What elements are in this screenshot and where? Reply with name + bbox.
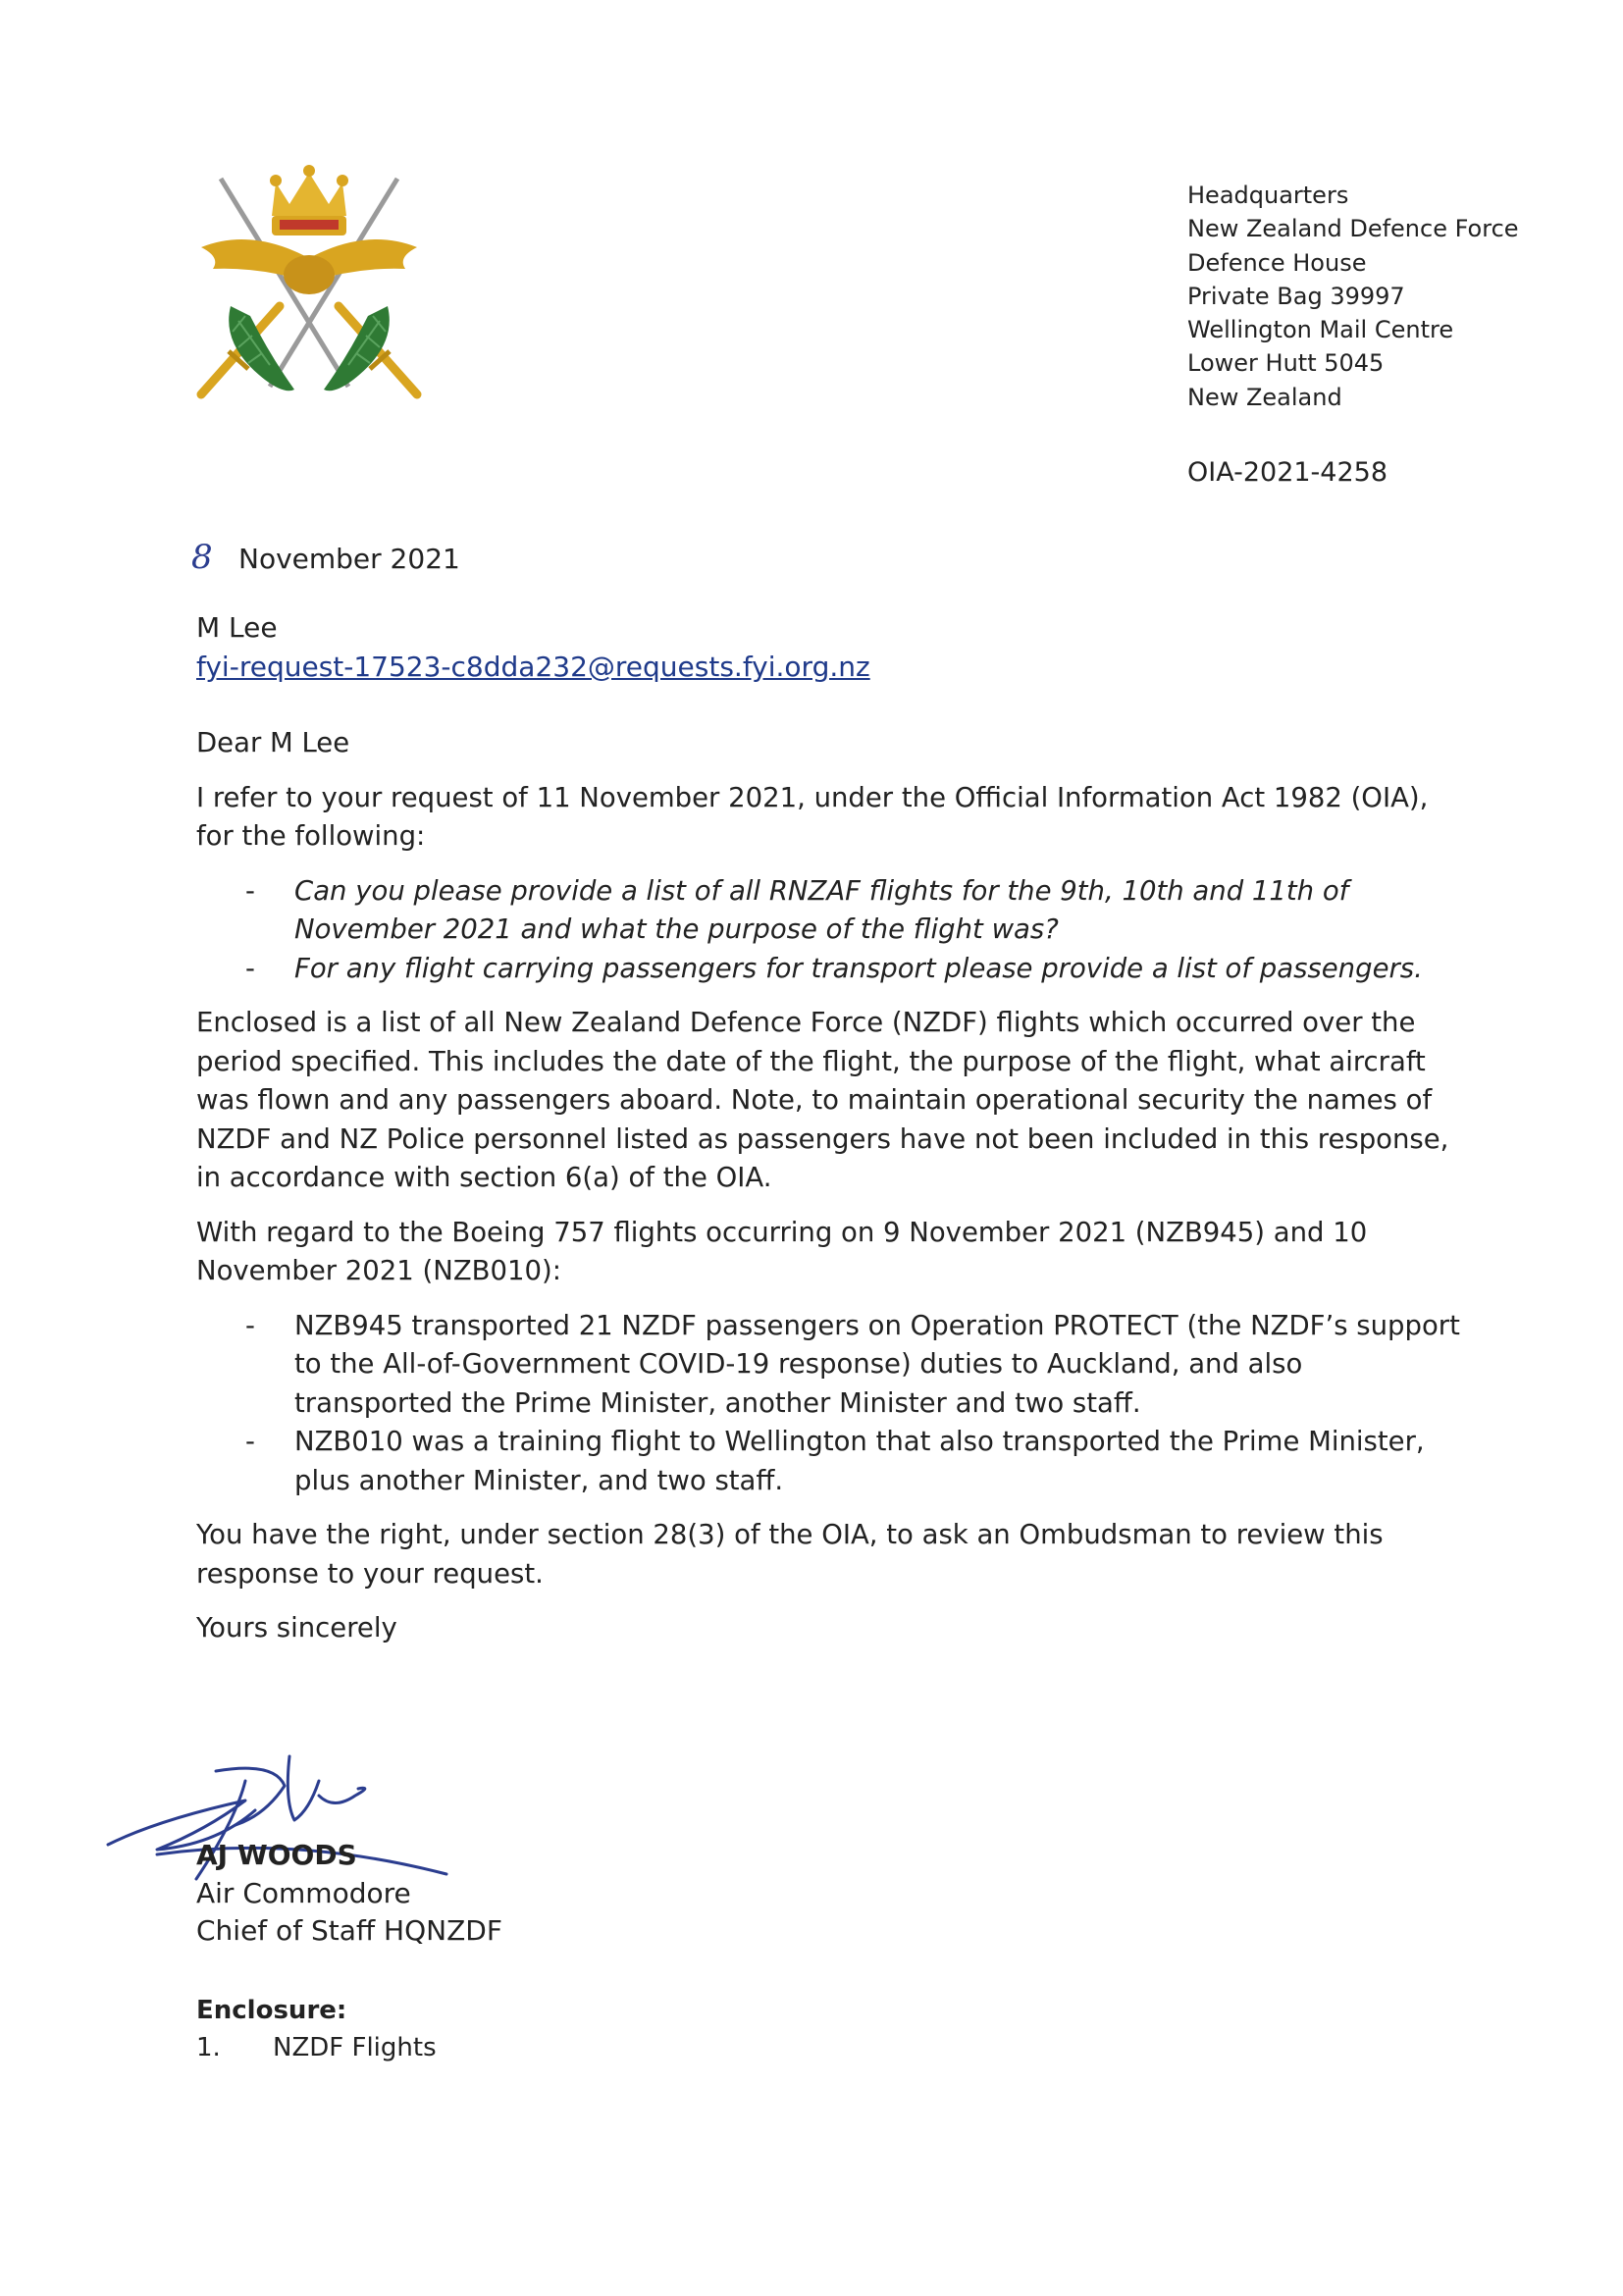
address-block (1187, 179, 1519, 414)
address-line: Wellington Mail Centre (1187, 316, 1454, 344)
handwritten-day: 8 (191, 538, 213, 577)
list-item: - Can you please provide a list of all RNZAF flights for the 9th, 10th and 11th of November 2021 and what the purpose of the flight was? (196, 872, 1462, 950)
enclosure-heading: Enclosure: (196, 1996, 347, 2025)
address-line: Headquarters (1187, 182, 1349, 209)
recipient-name: M Lee (196, 611, 278, 644)
address-line: Private Bag 39997 (1187, 282, 1405, 310)
signer-name: AJ WOODS (196, 1839, 357, 1871)
intro-paragraph: I refer to your request of 11 November 2021, under the Official Information Act 1982 (OIA), for the following: (196, 781, 1429, 852)
signer-block (196, 1837, 502, 1951)
flight-list (196, 1307, 1462, 1501)
list-item: - NZB010 was a training flight to Wellington that also transported the Prime Minister, plus another Minister, and two staff. (196, 1423, 1462, 1500)
closing: Yours sincerely (196, 1612, 397, 1644)
enclosure-item-label: NZDF Flights (273, 2033, 437, 2062)
bullet-dash: - (245, 952, 255, 984)
signer-title: Chief of Staff HQNZDF (196, 1914, 502, 1947)
address-line: Lower Hutt 5045 (1187, 349, 1385, 378)
address-line: New Zealand (1187, 383, 1342, 411)
salutation: Dear M Lee (196, 727, 350, 758)
signer-rank: Air Commodore (196, 1876, 411, 1909)
list-item: - For any flight carrying passengers for transport please provide a list of passengers. (196, 950, 1462, 989)
enclosure-block (196, 1992, 437, 2066)
enclosed-paragraph: Enclosed is a list of all New Zealand Defence Force (NZDF) flights which occurred over the period specified. This includes the date of the flight, the purpose of the flight, what aircraft was flown and any passengers aboard. Note, to maintain operational security the names of NZDF and NZ Police personnel listed as passengers have not been included in this response, in accordance with section 6(a) of the OIA. (196, 1007, 1449, 1193)
boeing-paragraph: With regard to the Boeing 757 flights occurring on 9 November 2021 (NZB945) and 10 November 2021 (NZB010): (196, 1216, 1368, 1286)
letter-body (196, 724, 1462, 1664)
address-line: New Zealand Defence Force (1187, 215, 1519, 243)
letter-date (191, 538, 460, 577)
bullet-dash: - (245, 874, 255, 907)
date-month-year: November 2021 (238, 543, 460, 575)
recipient-block (196, 608, 870, 687)
address-line: Defence House (1187, 248, 1367, 277)
recipient-email-link[interactable]: fyi-request-17523-c8dda232@requests.fyi.org.nz (196, 651, 870, 683)
bullet-dash: - (245, 1426, 255, 1457)
enclosure-item (196, 2029, 437, 2066)
nzdf-crest-icon (191, 159, 427, 404)
reference-number: OIA-2021-4258 (1187, 457, 1388, 488)
rights-paragraph: You have the right, under section 28(3) of the OIA, to ask an Ombudsman to review this response to your request. (196, 1519, 1384, 1590)
list-item: - NZB945 transported 21 NZDF passengers on Operation PROTECT (the NZDF’s support to the All-of-Government COVID-19 response) duties to Auckland, and also transported the Prime Minister, another Minister and two staff. (196, 1307, 1462, 1424)
enclosure-number: 1. (196, 2033, 221, 2062)
bullet-dash: - (245, 1309, 255, 1341)
request-list (196, 872, 1462, 989)
